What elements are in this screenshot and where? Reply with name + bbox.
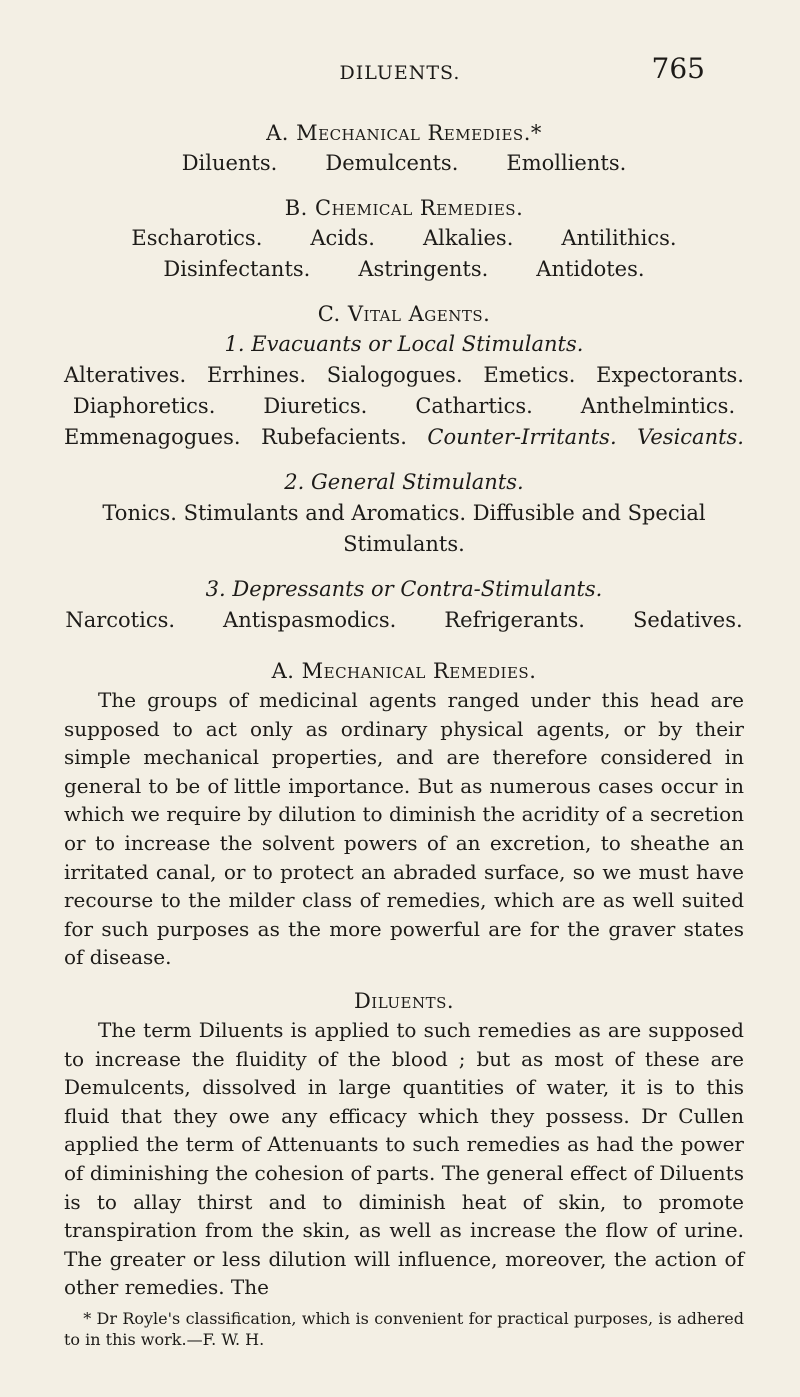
- page-content: [64, 118, 744, 1350]
- footnote: * Dr Royle's classification, which is convenient for practical purposes, is adhered to in this work.—F. W. H.: [64, 1308, 744, 1349]
- class-c3-item: Antispasmodics.: [223, 608, 397, 632]
- class-b-item: Escharotics.: [131, 226, 263, 250]
- class-c2-heading: 2. General Stimulants.: [284, 470, 524, 494]
- diluents-paragraph: The term Diluents is applied to such remedies as are supposed to increase the fluidity of the blood ; but as most of these are Demulcents, dissolved in large quantities of water, it is to this fluid that they owe any efficacy which they possess. Dr Cullen applied the term of Attenuants to such remedies as had the power of diminishing the cohesion of parts. The general effect of Diluents is to allay thirst and to diminish heat of skin, to promote transpiration from the skin, as well as increase the flow of urine. The greater or less dilution will influence, moreover, the action of other remedies. The: [64, 1017, 744, 1300]
- class-c1-item: Emmenagogues.: [64, 425, 241, 449]
- class-c1-item: Expectorants.: [596, 363, 744, 387]
- class-c1-item: Vesicants.: [637, 425, 744, 449]
- class-c2-line: Tonics. Stimulants and Aromatics. Diffusible and Special: [102, 501, 706, 525]
- class-c1-item: Alteratives.: [64, 363, 187, 387]
- class-b-item: Disinfectants.: [163, 257, 311, 281]
- class-c1-item: Rubefacients.: [261, 425, 407, 449]
- class-a-item: Diluents.: [181, 151, 278, 175]
- class-c3-row: [64, 605, 744, 636]
- class-c1-item: Cathartics.: [415, 394, 533, 418]
- running-head: [0, 52, 800, 90]
- class-b-item: Antidotes.: [536, 257, 645, 281]
- class-b-item: Antilithics.: [561, 226, 677, 250]
- class-c1-row-3: [64, 422, 744, 453]
- class-b-row-1: [64, 223, 744, 254]
- class-c3-heading: 3. Depressants or Contra-Stimulants.: [205, 577, 603, 601]
- class-c1-row-1: [64, 360, 744, 391]
- class-c1-item: Sialogogues.: [326, 363, 463, 387]
- class-c1-item: Diuretics.: [263, 394, 368, 418]
- class-c3-item: Narcotics.: [65, 608, 176, 632]
- class-a-list: [64, 148, 744, 179]
- section-heading: A. Mechanical Remedies.: [271, 659, 537, 683]
- class-c1-item: Counter-Irritants.: [427, 425, 617, 449]
- class-a-item: Demulcents.: [325, 151, 459, 175]
- class-c3-item: Refrigerants.: [444, 608, 585, 632]
- class-a-item: Emollients.: [506, 151, 627, 175]
- class-c-heading: C. Vital Agents.: [317, 302, 491, 326]
- section-paragraph: The groups of medicinal agents ranged under this head are supposed to act only as ordinary physical agents, or by their simple mechanical properties, and are therefore considered in general to be of little importance. But as numerous cases occur in which we require by dilution to diminish the acridity of a secretion or to increase the solvent powers of an excretion, to sheathe an irritated canal, or to protect an abraded surface, so we must have recourse to the milder class of remedies, which are as well suited for such purposes as the more powerful are for the graver states of disease.: [64, 688, 744, 970]
- class-b-item: Acids.: [310, 226, 375, 250]
- class-c1-item: Errhines.: [206, 363, 306, 387]
- class-c1-row-2: [64, 391, 744, 422]
- class-c3-item: Sedatives.: [632, 608, 743, 632]
- class-b-heading: B. Chemical Remedies.: [284, 196, 524, 220]
- running-title: DILUENTS.: [339, 62, 461, 84]
- class-c1-item: Diaphoretics.: [72, 394, 216, 418]
- class-b-item: Alkalies.: [422, 226, 514, 250]
- class-b-row-2: [64, 254, 744, 285]
- class-c1-item: Emetics.: [483, 363, 576, 387]
- diluents-heading: Diluents.: [353, 988, 455, 1013]
- class-c1-heading: 1. Evacuants or Local Stimulants.: [224, 332, 584, 356]
- page-number: 765: [651, 52, 705, 85]
- class-c1-item: Anthelmintics.: [580, 394, 736, 418]
- class-c2-line: Stimulants.: [343, 532, 465, 556]
- class-b-item: Astringents.: [358, 257, 489, 281]
- class-a-heading: A. Mechanical Remedies.*: [266, 121, 542, 145]
